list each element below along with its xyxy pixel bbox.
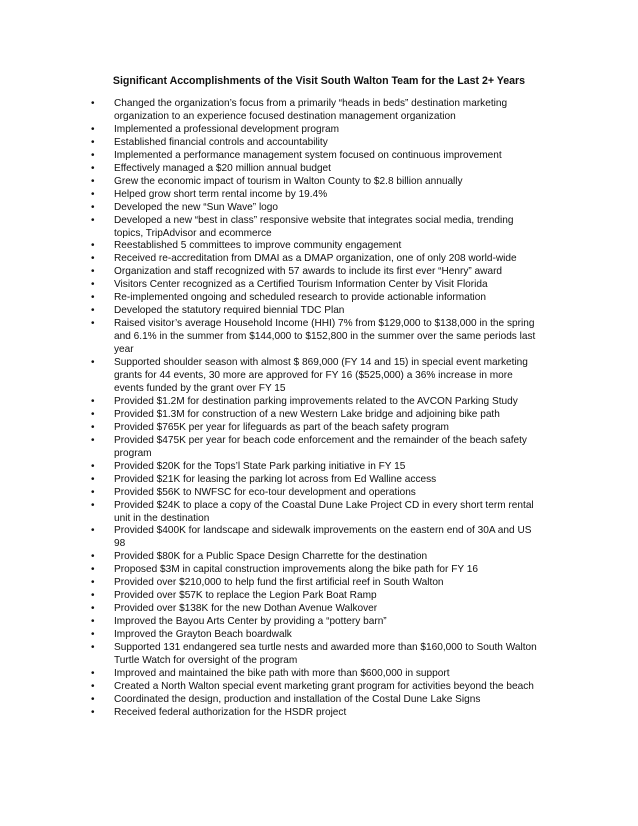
bullet-icon: • bbox=[91, 434, 95, 446]
list-item bbox=[90, 616, 540, 629]
list-item-text: Implemented a performance management system focused on continuous improvement bbox=[114, 149, 502, 161]
list-item-text: Provided $475K per year for beach code enforcement and the remainder of the beach safety program bbox=[114, 434, 527, 459]
list-item-text: Visitors Center recognized as a Certified Tourism Information Center by Visit Florida bbox=[114, 279, 488, 291]
list-item-text: Supported 131 endangered sea turtle nests and awarded more than $160,000 to South Walton Turtle Watch for oversight of the program bbox=[114, 642, 537, 666]
list-item bbox=[90, 500, 540, 526]
list-item-text: Grew the economic impact of tourism in Walton County to $2.8 billion annually bbox=[114, 175, 463, 187]
bullet-icon: • bbox=[91, 603, 95, 615]
bullet-icon: • bbox=[91, 175, 95, 187]
list-item bbox=[90, 577, 540, 590]
bullet-icon: • bbox=[91, 162, 95, 174]
list-item-text: Organization and staff recognized with 57 awards to include its first ever “Henry” award bbox=[114, 266, 503, 278]
list-item bbox=[90, 189, 540, 202]
bullet-icon: • bbox=[91, 680, 95, 692]
bullet-icon: • bbox=[91, 395, 95, 407]
bullet-icon: • bbox=[91, 123, 95, 135]
list-item-text: Provided $20K for the Tops’l State Park parking initiative in FY 15 bbox=[114, 460, 406, 472]
bullet-icon: • bbox=[91, 693, 95, 705]
accomplishments-list bbox=[90, 98, 540, 720]
list-item-text: Provided over $138K for the new Dothan Avenue Walkover bbox=[114, 603, 378, 615]
bullet-icon: • bbox=[91, 201, 95, 213]
bullet-icon: • bbox=[91, 486, 95, 498]
list-item bbox=[90, 642, 540, 668]
list-item-text: Improved and maintained the bike path with more than $600,000 in support bbox=[114, 667, 450, 679]
list-item-text: Developed a new “best in class” responsive website that integrates social media, trending topics, TripAdvisor and ecommerce bbox=[114, 214, 514, 239]
list-item-text: Provided $1.2M for destination parking improvements related to the AVCON Parking Study bbox=[114, 395, 518, 407]
list-item-text: Helped grow short term rental income by 19.4% bbox=[114, 188, 328, 200]
list-item bbox=[90, 305, 540, 318]
list-item bbox=[90, 668, 540, 681]
bullet-icon: • bbox=[91, 551, 95, 563]
bullet-icon: • bbox=[91, 473, 95, 485]
bullet-icon: • bbox=[91, 253, 95, 265]
list-item-text: Provided $765K per year for lifeguards as part of the beach safety program bbox=[114, 421, 449, 433]
list-item bbox=[90, 318, 540, 357]
bullet-icon: • bbox=[91, 318, 95, 330]
list-item-text: Effectively managed a $20 million annual budget bbox=[114, 162, 331, 174]
bullet-icon: • bbox=[91, 706, 95, 718]
list-item bbox=[90, 357, 540, 396]
bullet-icon: • bbox=[91, 408, 95, 420]
bullet-icon: • bbox=[91, 292, 95, 304]
list-item-text: Improved the Grayton Beach boardwalk bbox=[114, 629, 292, 641]
list-item-text: Provided $21K for leasing the parking lot across from Ed Walline access bbox=[114, 473, 437, 485]
bullet-icon: • bbox=[91, 564, 95, 576]
list-item-text: Received federal authorization for the HSDR project bbox=[114, 706, 347, 718]
list-item-text: Received re-accreditation from DMAI as a DMAP organization, one of only 208 world-wide bbox=[114, 253, 517, 265]
bullet-icon: • bbox=[91, 616, 95, 628]
bullet-icon: • bbox=[91, 577, 95, 589]
list-item bbox=[90, 681, 540, 694]
list-item bbox=[90, 266, 540, 279]
list-item-text: Provided over $210,000 to help fund the first artificial reef in South Walton bbox=[114, 577, 444, 589]
list-item-text: Reestablished 5 committees to improve community engagement bbox=[114, 240, 402, 252]
list-item bbox=[90, 629, 540, 642]
bullet-icon: • bbox=[91, 279, 95, 291]
list-item-text: Implemented a professional development program bbox=[114, 123, 339, 135]
list-item-text: Developed the new “Sun Wave” logo bbox=[114, 201, 279, 213]
list-item-text: Provided $56K to NWFSC for eco-tour development and operations bbox=[114, 486, 416, 498]
bullet-icon: • bbox=[91, 305, 95, 317]
bullet-icon: • bbox=[91, 240, 95, 252]
bullet-icon: • bbox=[91, 667, 95, 679]
list-item bbox=[90, 396, 540, 409]
bullet-icon: • bbox=[91, 136, 95, 148]
page-title: Significant Accomplishments of the Visit South Walton Team for the Last 2+ Years bbox=[112, 75, 526, 87]
list-item bbox=[90, 461, 540, 474]
list-item bbox=[90, 409, 540, 422]
list-item bbox=[90, 240, 540, 253]
list-item bbox=[90, 292, 540, 305]
list-item-text: Provided $400K for landscape and sidewalk improvements on the eastern end of 30A and US 98 bbox=[114, 525, 532, 550]
list-item-text: Provided $1.3M for construction of a new Western Lake bridge and adjoining bike path bbox=[114, 408, 500, 420]
list-item-text: Established financial controls and accountability bbox=[114, 136, 328, 148]
bullet-icon: • bbox=[91, 357, 95, 369]
list-item-text: Improved the Bayou Arts Center by providing a “pottery barn” bbox=[114, 616, 387, 628]
list-item-text: Changed the organization’s focus from a primarily “heads in beds” destination marketing organization to an experience focused destination management organization bbox=[114, 98, 508, 122]
bullet-icon: • bbox=[91, 642, 95, 654]
list-item bbox=[90, 603, 540, 616]
list-item bbox=[90, 474, 540, 487]
list-item bbox=[90, 525, 540, 551]
bullet-icon: • bbox=[91, 421, 95, 433]
list-item bbox=[90, 707, 540, 720]
list-item bbox=[90, 176, 540, 189]
bullet-icon: • bbox=[91, 266, 95, 278]
bullet-icon: • bbox=[91, 499, 95, 511]
bullet-icon: • bbox=[91, 214, 95, 226]
bullet-icon: • bbox=[91, 629, 95, 641]
list-item-text: Provided $80K for a Public Space Design Charrette for the destination bbox=[114, 551, 428, 563]
list-item bbox=[90, 202, 540, 215]
list-item-text: Provided $24K to place a copy of the Coastal Dune Lake Project CD in every short term rental unit in the destination bbox=[114, 499, 534, 524]
list-item-text: Raised visitor’s average Household Income (HHI) 7% from $129,000 to $138,000 in the spring and 6.1% in the summer from $144,000 to $152,800 in the summer over the same periods last year bbox=[114, 318, 536, 356]
list-item bbox=[90, 279, 540, 292]
list-item bbox=[90, 694, 540, 707]
bullet-icon: • bbox=[91, 460, 95, 472]
bullet-icon: • bbox=[91, 525, 95, 537]
bullet-icon: • bbox=[91, 149, 95, 161]
list-item bbox=[90, 590, 540, 603]
bullet-icon: • bbox=[91, 188, 95, 200]
list-item-text: Created a North Walton special event marketing grant program for activities beyond the beach bbox=[114, 680, 534, 692]
list-item bbox=[90, 150, 540, 163]
list-item bbox=[90, 422, 540, 435]
list-item-text: Re-implemented ongoing and scheduled research to provide actionable information bbox=[114, 292, 487, 304]
list-item bbox=[90, 435, 540, 461]
list-item bbox=[90, 551, 540, 564]
bullet-icon: • bbox=[91, 590, 95, 602]
list-item bbox=[90, 487, 540, 500]
list-item bbox=[90, 163, 540, 176]
list-item bbox=[90, 253, 540, 266]
list-item bbox=[90, 124, 540, 137]
list-item bbox=[90, 215, 540, 241]
list-item-text: Provided over $57K to replace the Legion Park Boat Ramp bbox=[114, 590, 377, 602]
list-item bbox=[90, 137, 540, 150]
bullet-icon: • bbox=[91, 98, 95, 109]
list-item bbox=[90, 98, 540, 124]
list-item bbox=[90, 564, 540, 577]
list-item-text: Supported shoulder season with almost $ 869,000 (FY 14 and 15) in special event marketing grants for 44 events, 30 more are approved for FY 16 ($525,000) a 36% increase in more events funded by the grant over FY 15 bbox=[114, 357, 528, 394]
list-item-text: Proposed $3M in capital construction improvements along the bike path for FY 16 bbox=[114, 564, 478, 576]
list-item-text: Coordinated the design, production and installation of the Costal Dune Lake Signs bbox=[114, 693, 481, 705]
list-item-text: Developed the statutory required biennial TDC Plan bbox=[114, 305, 345, 317]
